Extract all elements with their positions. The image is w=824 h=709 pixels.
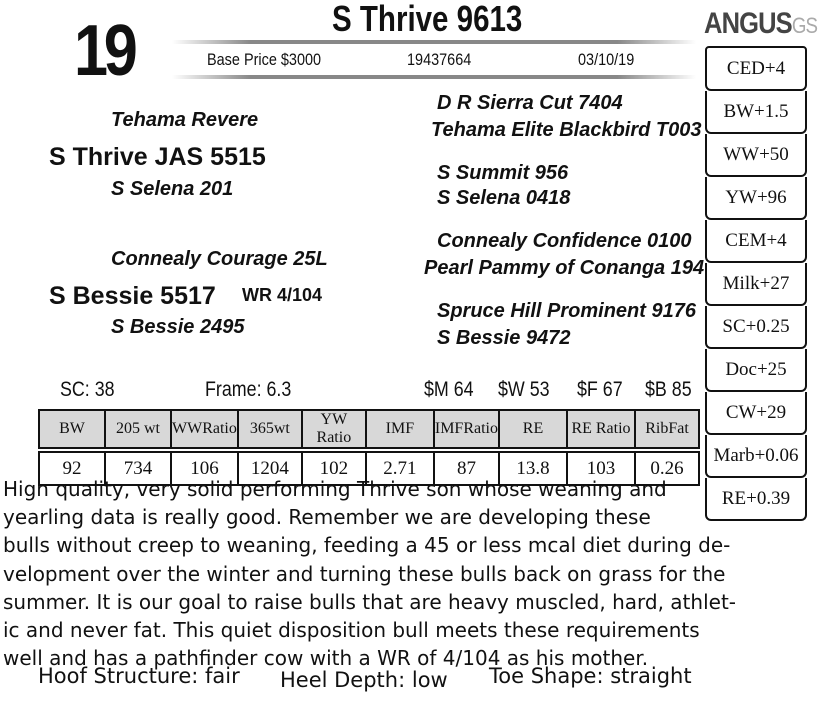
divider-bottom <box>172 75 696 79</box>
table-cell: 87 <box>434 452 499 485</box>
table-cell: 734 <box>105 452 171 485</box>
birth-date: 03/10/19 <box>578 50 635 69</box>
dam-sire: Connealy Courage 25L <box>111 248 328 270</box>
great-grandparent: Connealy Confidence 0100 <box>437 230 692 252</box>
description <box>3 475 783 672</box>
angus-gs-logo: ANGUSGS <box>704 7 818 40</box>
description-line: High quality, very solid performing Thrive son whose weaning and <box>3 477 667 501</box>
table-header-cell: RE <box>499 410 567 448</box>
epd-yw: YW+96 <box>705 177 807 220</box>
table-cell: 102 <box>302 452 366 485</box>
table-header-cell: RibFat <box>635 410 699 448</box>
epd-sc: SC+0.25 <box>705 306 807 349</box>
hoof-structure: Hoof Structure: fair <box>38 664 240 688</box>
great-grandparent: S Summit 956 <box>437 162 569 184</box>
description-line: velopment over the winter and turning these bulls back on grass for the <box>3 561 726 586</box>
description-line: bulls without creep to weaning, feeding a 45 or less mcal diet during de- <box>3 533 731 558</box>
table-header-cell: WWRatio <box>171 410 238 448</box>
great-grandparent: S Selena 0418 <box>437 187 571 209</box>
table-cell: 1204 <box>238 452 302 485</box>
index-beef: $B 85 <box>645 378 692 401</box>
great-grandparent: S Bessie 9472 <box>437 327 571 349</box>
base-price: Base Price $3000 <box>207 50 322 69</box>
table-header-cell: RE Ratio <box>567 410 635 448</box>
description-line: yearling data is really good. Remember we are developing these <box>3 505 651 530</box>
epd-milk: Milk+27 <box>705 263 807 306</box>
table-header-cell: IMFRatio <box>434 410 499 448</box>
table-header-cell: 365wt <box>238 410 302 448</box>
table-cell: 106 <box>171 452 238 485</box>
great-grandparent: Pearl Pammy of Conanga 194 <box>424 257 705 279</box>
index-feedlot: $F 67 <box>577 378 623 401</box>
table-header-cell: 205 wt <box>105 410 171 448</box>
index-weaning: $W 53 <box>498 378 550 401</box>
divider-top <box>172 40 696 44</box>
dam-dam: S Bessie 2495 <box>111 316 245 338</box>
sire: S Thrive JAS 5515 <box>49 143 266 171</box>
great-grandparent: D R Sierra Cut 7404 <box>437 92 623 114</box>
epd-column <box>705 46 807 521</box>
toe-shape: Toe Shape: straight <box>489 664 692 688</box>
table-header-cell: YW Ratio <box>302 410 366 448</box>
epd-ced: CED+4 <box>705 46 807 91</box>
registration-number: 19437664 <box>407 50 472 69</box>
epd-bw: BW+1.5 <box>705 91 807 134</box>
epd-cem: CEM+4 <box>705 220 807 263</box>
description-line: ic and never fat. This quiet disposition bull meets these requirements <box>3 618 700 643</box>
sire-dam: S Selena 201 <box>111 178 234 200</box>
table-cell: 13.8 <box>499 452 567 485</box>
index-maternal: $M 64 <box>424 378 474 401</box>
table-cell: 2.71 <box>366 452 434 485</box>
epd-doc: Doc+25 <box>705 349 807 392</box>
great-grandparent: Spruce Hill Prominent 9176 <box>437 300 696 322</box>
description-line: well and has a pathfinder cow with a WR of 4/104 as his mother. <box>3 646 649 671</box>
scrotal-circumference: SC: 38 <box>60 378 115 401</box>
epd-re: RE+0.39 <box>705 478 807 521</box>
frame-score: Frame: 6.3 <box>205 378 292 401</box>
epd-cw: CW+29 <box>705 392 807 435</box>
table-cell: 92 <box>39 452 105 485</box>
bull-name: S Thrive 9613 <box>332 0 523 39</box>
epd-ww: WW+50 <box>705 134 807 177</box>
table-cell: 103 <box>567 452 635 485</box>
table-cell: 0.26 <box>635 452 699 485</box>
description-line: summer. It is our goal to raise bulls that are heavy muscled, hard, athlet- <box>3 589 736 614</box>
table-header-cell: IMF <box>366 410 434 448</box>
heel-depth: Heel Depth: low <box>280 668 448 692</box>
dam: S Bessie 5517 <box>49 282 216 310</box>
epd-marb: Marb+0.06 <box>705 435 807 478</box>
lot-number: 19 <box>74 11 134 91</box>
table-header-row <box>39 410 699 448</box>
dam-weaning-ratio: WR 4/104 <box>242 285 323 305</box>
table-header-cell: BW <box>39 410 105 448</box>
great-grandparent: Tehama Elite Blackbird T003 <box>431 119 702 141</box>
sire-sire: Tehama Revere <box>111 109 259 131</box>
